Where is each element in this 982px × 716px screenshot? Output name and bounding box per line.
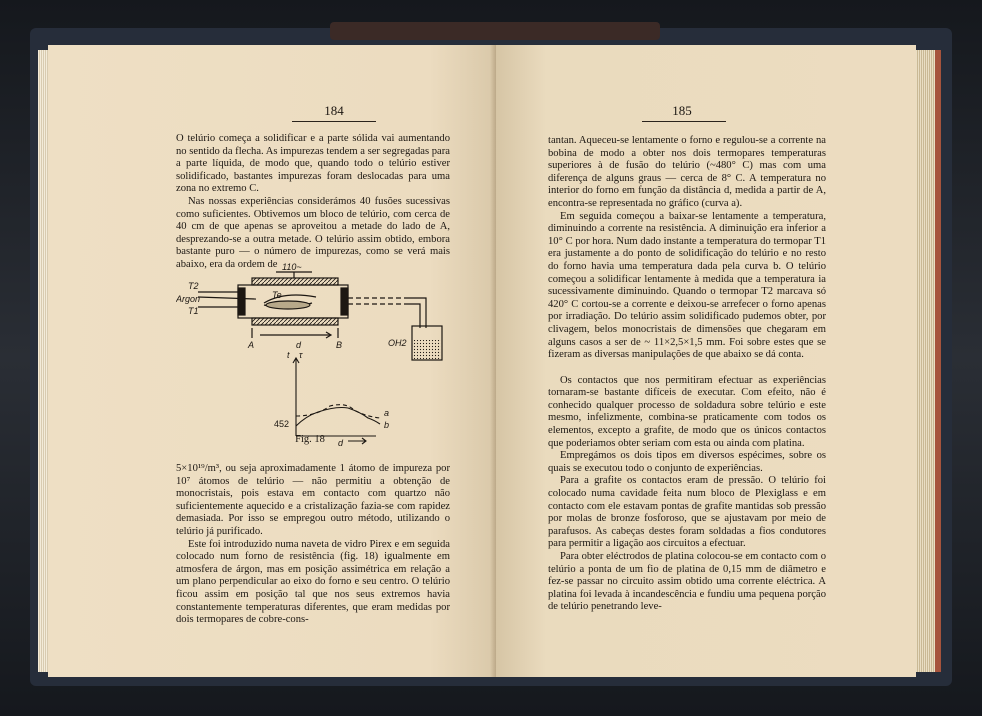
label-te: Te — [272, 290, 282, 300]
left-text-top — [176, 133, 450, 272]
red-page-edge — [935, 50, 941, 672]
left-text-bottom — [176, 463, 450, 627]
figure-18 — [176, 258, 451, 448]
paragraph: Este foi introduzido numa naveta de vidro Pirex e em seguida colocado num forno de resistência (fig. 18) igualmente em atmosfera de árgon, mas em posição assimétrica em relação a um plano perpendicular ao eixo do forno e seu centro. O telúrio ficou assim em posição tal que nos seus extremos havia constantemente temperaturas diferentes, que eram medidas por dois termopares de cobre-cons- — [176, 538, 450, 626]
book-headband — [330, 22, 660, 40]
figure-caption: Fig. 18 — [295, 434, 325, 445]
label-d-axis: d — [338, 438, 344, 448]
paragraph: Em seguida começou a baixar-se lentamente a temperatura, diminuindo a corrente na resistência. A diminuição era inferior a 10° C por hora. Num dado instante a temperatura do termopar T1 era justamente a do ponto de solidificação do telúrio e no resto do forno havia uma temperatura dada pela curva b. O telúrio começou a solidificar lentamente à medida que a temperatura ia sucessivamente diminuindo. Quando o termopar T2 marcava só 420° C cortou-se a corrente e deixou-se arrefecer o forno apenas por irradiação. Do telúrio assim solidificado pudemos obter, por clivagem, belos monocristais de dimensões que chegaram em alguns casos a ser de ~ 11×2,5×1,5 mm. Foi sobre estes que se fizeram as diversas manipulações de que abaixo se dá conta. — [548, 210, 826, 361]
label-t2: T2 — [188, 281, 199, 291]
label-452: 452 — [274, 419, 290, 429]
right-text — [548, 135, 826, 614]
paragraph: 5×10¹⁹/m³, ou seja aproximadamente 1 átomo de impureza por 10⁷ átomos de telúrio — não permitiu a obtenção de monocristais, pois estava em contacto com quartzo não suficientemente aquecido e a cristalização fazia-se com rapidez demasiada. Por isso se empregou outro método, utilizando o telúrio já purificado. — [176, 463, 450, 537]
label-110: 110~ — [282, 262, 302, 272]
label-curve-b: b — [384, 420, 390, 430]
left-page — [48, 45, 496, 677]
label-d: d — [296, 340, 302, 350]
label-t: t — [287, 350, 290, 360]
paragraph: Nas nossas experiências considerámos 40 fusões sucessivas como suficientes. Obtivemos um bloco de telúrio, com cerca de 40 cm de que apenas se aproveitou a metade do lado de A, desprezando-se a outra metade. O telúrio assim obtido, embora bastante puro — o número de impurezas, como se verá mais abaixo, era da ordem de — [176, 195, 450, 270]
right-page — [496, 45, 916, 677]
page-number-left: 184 — [324, 103, 344, 118]
paragraph: Para obter eléctrodos de platina colocou-se em contacto com o telúrio a ponta de um fio de platina de 0,15 mm de diâmetro e fez-se passar no circuito assim obtido uma corrente eléctrica. A platina foi levada à incandescência e fundiu uma pequena porção de telúrio penetrando leve- — [548, 551, 826, 613]
label-argon: Argon — [176, 294, 201, 304]
paragraph: Para a grafite os contactos eram de pressão. O telúrio foi colocado numa cavidade feita num bloco de Plexiglass e em contacto com ele estavam pontas de grafite mantidas sob pressão por molas de bronze fosforoso, que se ajustavam por meio de parafusos. As cabeças destes foram soldadas a fios condutores para permitir a ligação aos circuitos a efectuar. — [548, 475, 826, 550]
paragraph: Empregámos os dois tipos em diversos espécimes, sobre os quais se executou todo o conjunto de experiências. — [548, 450, 826, 474]
label-t1: T1 — [188, 306, 199, 316]
page-number-rule — [642, 121, 726, 122]
temperature-graph — [293, 358, 380, 444]
label-curve-a: a — [384, 408, 390, 418]
label-a: A — [248, 340, 255, 350]
page-number-right: 185 — [672, 103, 692, 118]
paragraph: Os contactos que nos permitiram efectuar as experiências tornaram-se bastante difíceis de executar. Com efeito, não é conhecido qualquer processo de soldadura sobre telúrio e este mesmo, infelizmente, combina-se praticamente com todos os elementos, excepto a grafite, de modo que os únicos contactos que poderiamos obter seriam com esta ou ainda com platina. — [548, 374, 826, 449]
label-tau: τ — [299, 350, 303, 360]
paragraph: tantan. Aqueceu-se lentamente o forno e regulou-se a corrente na bobina de modo a obter nos dois termopares temperaturas superiores à de fusão do telúrio (~480° C) mas com uma diferença de alguns graus — cerca de 8° C. A temperatura no interior do forno em função da distância d, medida a partir de A, encontra-se representada no gráfico (curva a). — [548, 135, 826, 209]
label-b: B — [336, 340, 343, 350]
label-oh2: OH2 — [388, 338, 407, 348]
paragraph: O telúrio começa a solidificar e a parte sólida vai aumentando no sentido da flecha. As impurezas tendem a ser segregadas para a parte líquida, de modo que, quando todo o telúrio estiver solidificado, bastantes impurezas foram deslocadas para uma zona no extremo C. — [176, 133, 450, 195]
page-number-rule — [292, 121, 376, 122]
